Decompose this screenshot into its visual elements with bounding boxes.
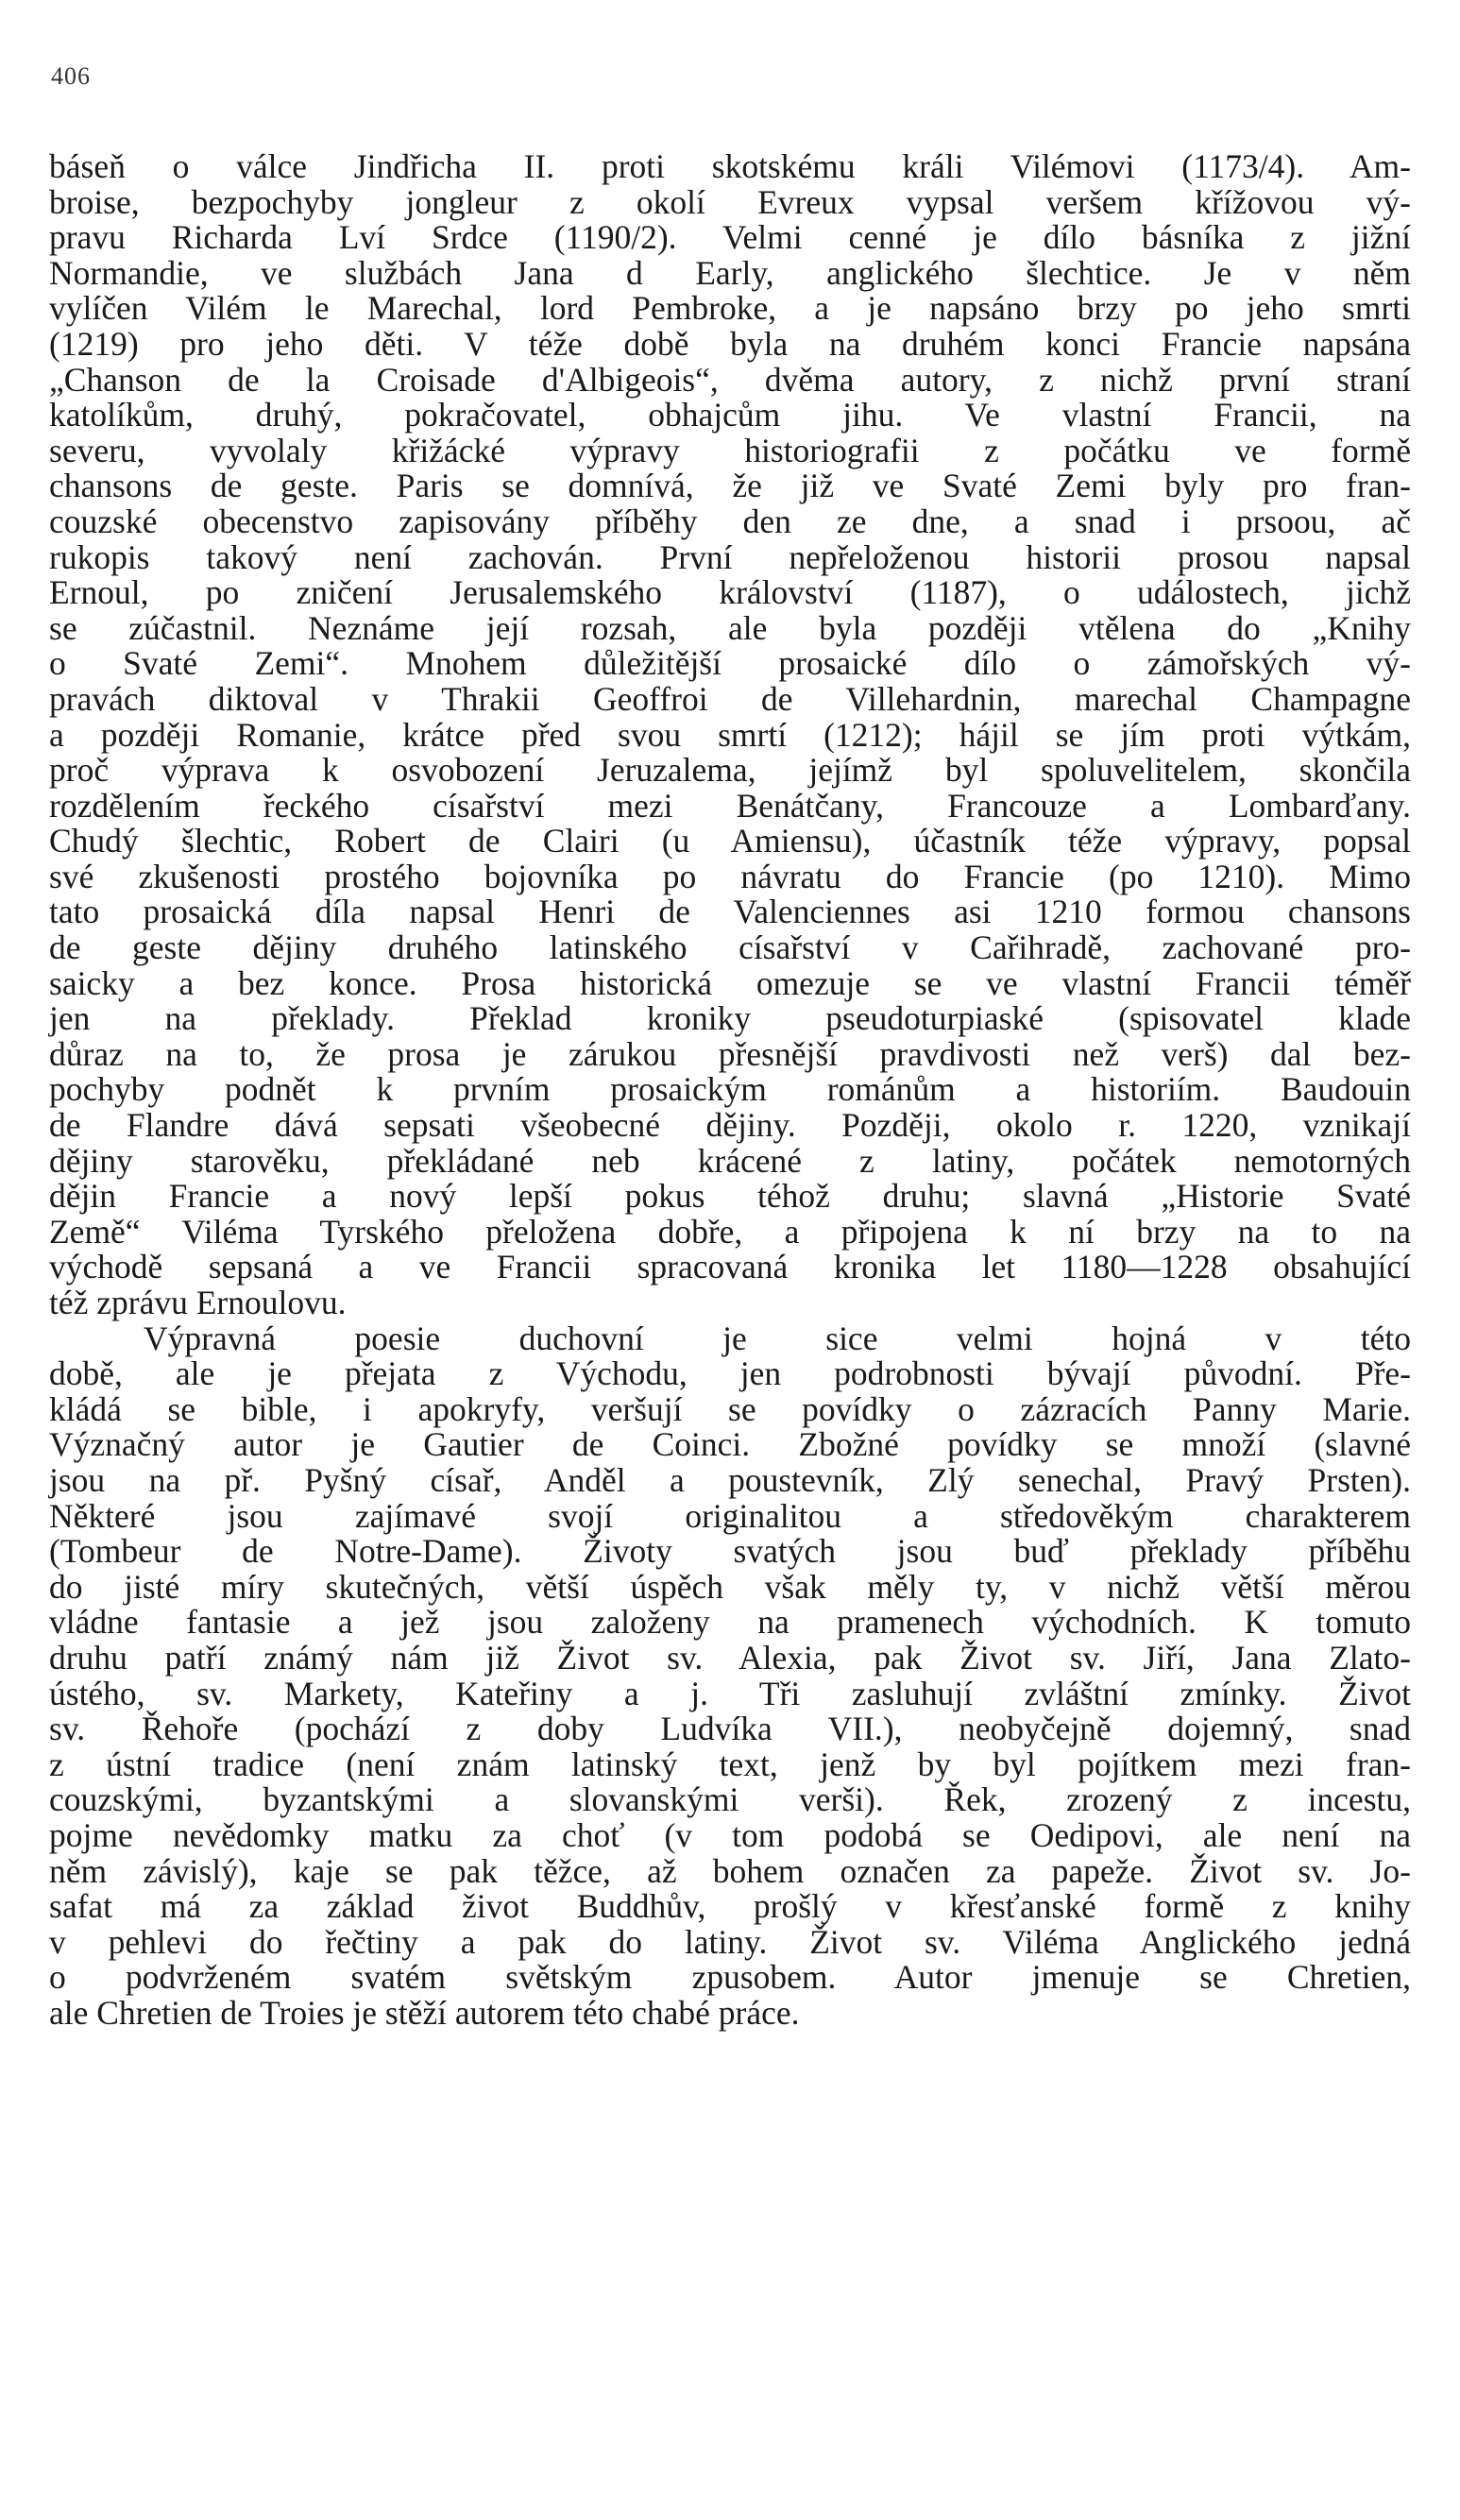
text-line: východě sepsaná a ve Francii spracovaná kronika let 1180—1228 obsahující: [49, 1248, 1411, 1286]
text-line: jen na překlady. Překlad kroniky pseudoturpiaské (spisovatel klade: [49, 999, 1411, 1038]
text-line: pravu Richarda Lví Srdce (1190/2). Velmi cenné je dílo básníka z jižní: [49, 218, 1411, 257]
text-line: dějin Francie a nový lepší pokus téhož druhu; slavná „Historie Svaté: [49, 1177, 1411, 1216]
text-line: ale Chretien de Troies je stěží autorem této chabé práce.: [49, 1993, 800, 2032]
text-line: době, ale je přejata z Východu, jen podrobnosti bývají původní. Pře-: [49, 1354, 1411, 1393]
text-line: též zprávu Ernoulovu.: [49, 1284, 347, 1321]
text-line: své zkušenosti prostého bojovníka po návratu do Francie (po 1210). Mimo: [49, 857, 1411, 895]
text-line: broise, bezpochyby jongleur z okolí Evreux vypsal veršem křížovou vý-: [49, 182, 1411, 221]
text-line: se zúčastnil. Neznáme její rozsah, ale byla později vtělena do „Knihy: [49, 608, 1411, 647]
text-line: rukopis takový není zachován. První nepřeloženou historii prosou napsal: [49, 537, 1411, 576]
text-line: Některé jsou zajímavé svojí originalitou a středověkým charakterem: [49, 1496, 1411, 1535]
text-line: jsou na př. Pyšný císař, Anděl a poustevník, Zlý senechal, Pravý Prsten).: [49, 1460, 1411, 1499]
text-line: báseň o válce Jindřicha II. proti skotskému králi Vilémovi (1173/4). Am-: [49, 147, 1411, 185]
text-line: (1219) pro jeho děti. V téže době byla na druhém konci Francie napsána: [49, 324, 1411, 363]
text-line: pravách diktoval v Thrakii Geoffroi de Villehardnin, marechal Champagne: [49, 679, 1411, 718]
text-line: a později Romanie, krátce před svou smrtí (1212); hájil se jím proti výtkám,: [49, 715, 1411, 754]
page-number: 406: [51, 62, 91, 90]
paragraph: [49, 149, 1411, 1321]
text-line: saicky a bez konce. Prosa historická omezuje se ve vlastní Francii téměř: [49, 963, 1411, 1002]
text-line: Význačný autor je Gautier de Coinci. Zbožné povídky se množí (slavné: [49, 1425, 1411, 1464]
text-line: chansons de geste. Paris se domnívá, že již ve Svaté Zemi byly pro fran-: [49, 467, 1411, 505]
text-line: z ústní tradice (není znám latinský text, jenž by byl pojítkem mezi fran-: [49, 1745, 1411, 1783]
text-line: (Tombeur de Notre-Dame). Životy svatých jsou buď překlady příběhu: [49, 1532, 1411, 1571]
text-line: sv. Řehoře (pochází z doby Ludvíka VII.), neobyčejně dojemný, snad: [49, 1710, 1411, 1748]
text-line: v pehlevi do řečtiny a pak do latiny. Život sv. Viléma Anglického jedná: [49, 1922, 1411, 1961]
text-line: katolíkům, druhý, pokračovatel, obhajcům jihu. Ve vlastní Francii, na: [49, 396, 1411, 434]
text-line: o Svaté Zemi“. Mnohem důležitější prosaické dílo o zámořských vý-: [49, 644, 1411, 683]
text-line: tato prosaická díla napsal Henri de Valenciennes asi 1210 formou chansons: [49, 893, 1411, 931]
text-line: couzské obecenstvo zapisovány příběhy den ze dne, a snad i prsoou, ač: [49, 502, 1411, 540]
text-line: Normandie, ve službách Jana d Early, anglického šlechtice. Je v něm: [49, 253, 1411, 292]
text-line: vládne fantasie a jež jsou založeny na pramenech východních. K tomuto: [49, 1603, 1411, 1642]
text-line: dějiny starověku, překládané neb krácené z latiny, počátek nemotorných: [49, 1141, 1411, 1180]
text-line: couzskými, byzantskými a slovanskými verši). Řek, zrozený z incestu,: [49, 1780, 1411, 1819]
paragraph: [49, 1321, 1411, 2032]
text-line: vylíčen Vilém le Marechal, lord Pembroke, a je napsáno brzy po jeho smrti: [49, 289, 1411, 328]
text-line: kládá se bible, i apokryfy, veršují se povídky o zázracích Panny Marie.: [49, 1389, 1411, 1428]
text-line: důraz na to, že prosa je zárukou přesnější pravdivosti než verš) dal bez-: [49, 1034, 1411, 1073]
text-line: o podvrženém svatém světským zpusobem. Autor jmenuje se Chretien,: [49, 1958, 1411, 1997]
text-line: Výpravná poesie duchovní je sice velmi hojná v této: [144, 1319, 1411, 1357]
body-text: [49, 149, 1411, 2031]
text-line: pochyby podnět k prvním prosaickým románům a historiím. Baudouin: [49, 1070, 1411, 1109]
text-line: proč výprava k osvobození Jeruzalema, jejímž byl spoluvelitelem, skončila: [49, 751, 1411, 790]
text-line: druhu patří známý nám již Život sv. Alexia, pak Život sv. Jiří, Jana Zlato-: [49, 1638, 1411, 1677]
text-line: Ernoul, po zničení Jerusalemského království (1187), o událostech, jichž: [49, 573, 1411, 612]
text-line: rozdělením řeckého císařství mezi Benátčany, Francouze a Lombarďany.: [49, 786, 1411, 825]
text-line: pojme nevědomky matku za choť (v tom podobá se Oedipovi, ale není na: [49, 1815, 1411, 1854]
text-line: ústého, sv. Markety, Kateřiny a j. Tři zasluhují zvláštní zmínky. Život: [49, 1674, 1411, 1712]
text-line: severu, vyvolaly křižácké výpravy historiografii z počátku ve formě: [49, 431, 1411, 469]
text-line: něm závislý), kaje se pak těžce, až bohem označen za papeže. Život sv. Jo-: [49, 1851, 1411, 1890]
text-line: „Chanson de la Croisade d'Albigeois“, dvěma autory, z nichž první straní: [49, 360, 1411, 399]
text-line: de Flandre dává sepsati všeobecné dějiny. Později, okolo r. 1220, vznikají: [49, 1106, 1411, 1145]
text-line: de geste dějiny druhého latinského císařství v Cařihradě, zachované pro-: [49, 928, 1411, 967]
text-line: safat má za základ život Buddhův, prošlý v křesťanské formě z knihy: [49, 1887, 1411, 1926]
text-line: Země“ Viléma Tyrského přeložena dobře, a připojena k ní brzy na to na: [49, 1212, 1411, 1251]
text-line: Chudý šlechtic, Robert de Clairi (u Amiensu), účastník téže výpravy, popsal: [49, 822, 1411, 860]
text-line: do jisté míry skutečných, větší úspěch však měly ty, v nichž větší měrou: [49, 1567, 1411, 1606]
